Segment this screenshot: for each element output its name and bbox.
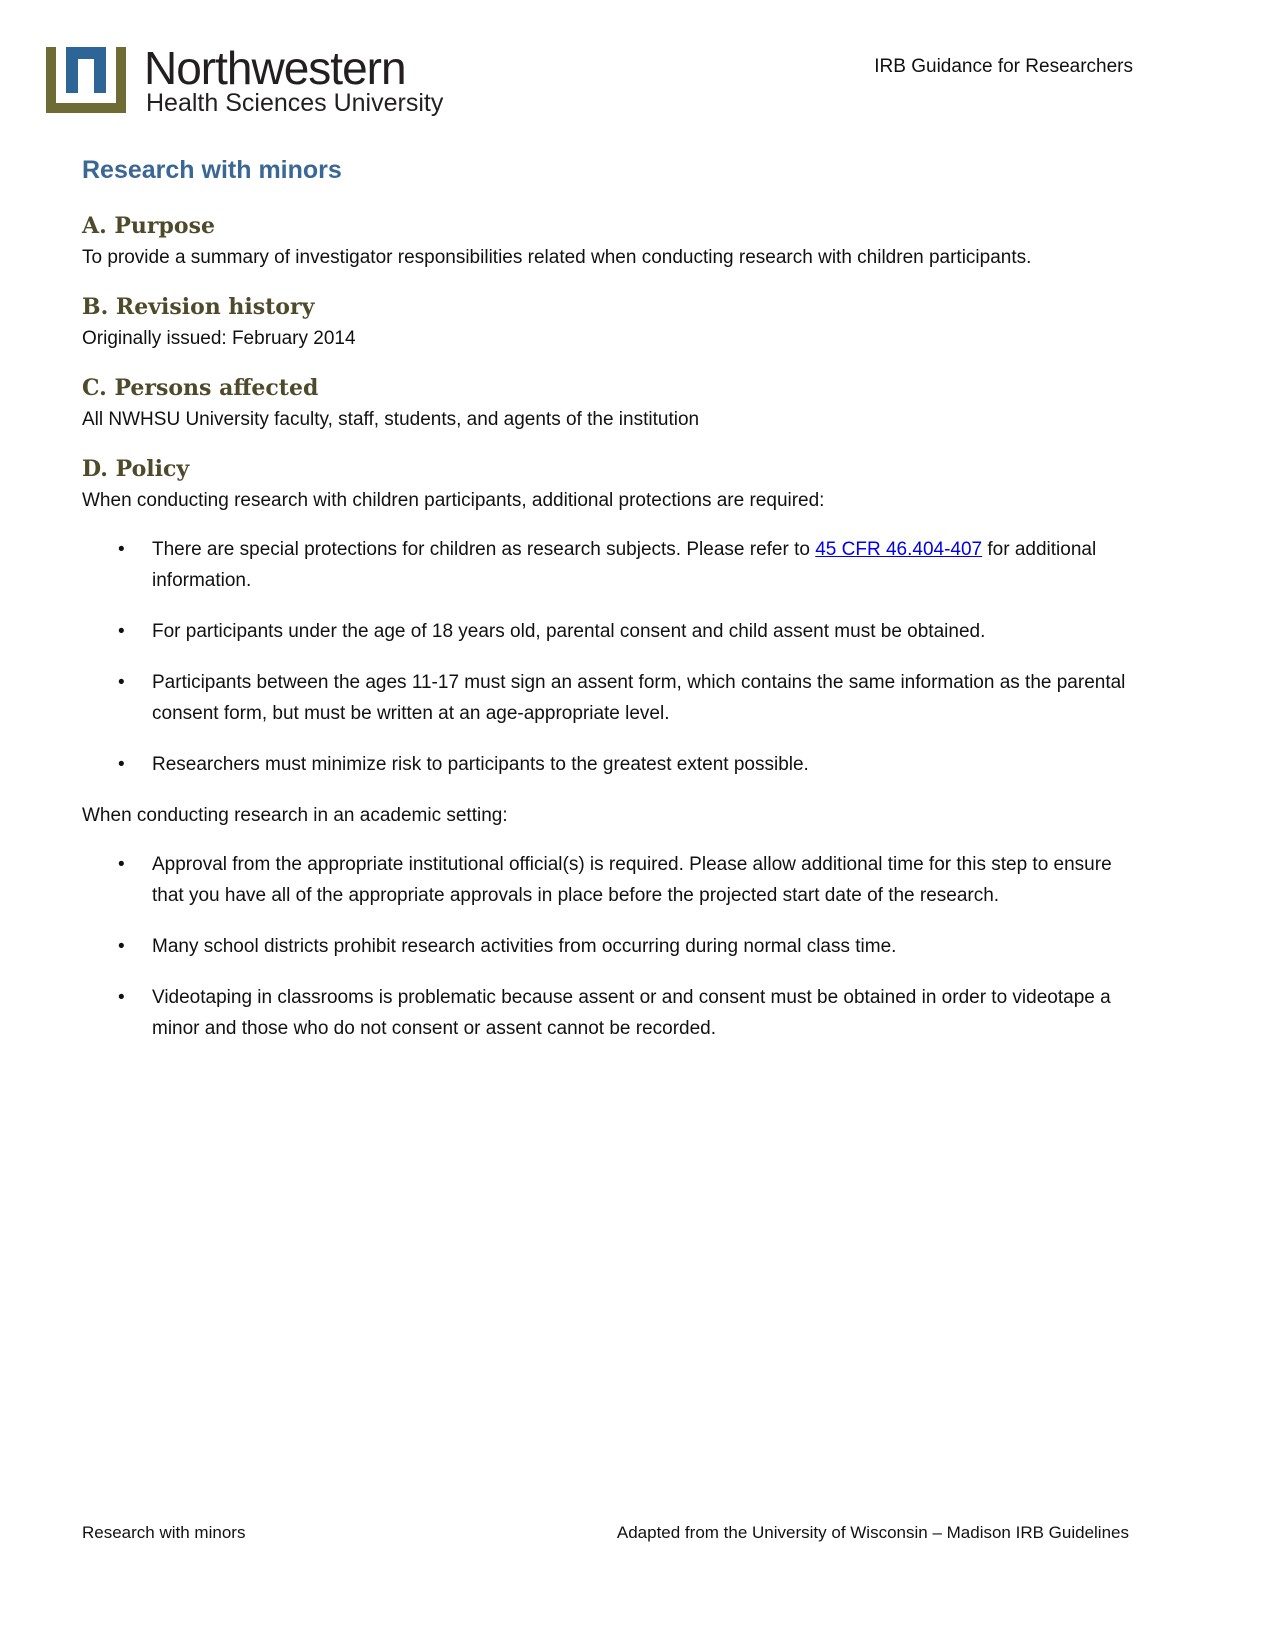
- section-revision-history: [82, 291, 1142, 354]
- footer-right: Adapted from the University of Wisconsin – Madison IRB Guidelines: [616, 1523, 1129, 1542]
- bullet-icon: •: [118, 754, 125, 775]
- list-text: for additional information.: [152, 539, 1097, 591]
- list-text: For participants under the age of 18 years old, parental consent and child assent must be obtained.: [152, 621, 986, 642]
- document-body: [82, 210, 1142, 1064]
- section-heading: D. Policy: [82, 456, 190, 482]
- list-item: [118, 849, 1142, 911]
- section-persons-affected: [82, 372, 1142, 435]
- bullet-icon: •: [118, 936, 125, 957]
- logo-subtitle: Health Sciences University: [146, 89, 444, 117]
- academic-intro: When conducting research in an academic setting:: [82, 805, 508, 826]
- section-heading: A. Purpose: [82, 213, 215, 239]
- bullet-icon: •: [118, 672, 125, 693]
- list-text: There are special protections for children as research subjects. Please refer to: [152, 539, 816, 560]
- cfr-link[interactable]: 45 CFR 46.404-407: [815, 539, 983, 560]
- list-item: [118, 931, 1142, 962]
- section-text: To provide a summary of investigator responsibilities related when conducting research with children participants.: [82, 247, 1032, 268]
- list-item: [118, 616, 1142, 647]
- academic-list: [82, 849, 1142, 1044]
- list-text: Videotaping in classrooms is problematic because assent or and consent must be obtained in order to videotape a minor and those who do not consent or assent cannot be recorded.: [152, 987, 1111, 1039]
- bullet-icon: •: [118, 621, 125, 642]
- list-text: Participants between the ages 11-17 must sign an assent form, which contains the same information as the parental consent form, but must be written at an age-appropriate level.: [152, 672, 1126, 724]
- list-text: Researchers must minimize risk to participants to the greatest extent possible.: [152, 754, 809, 775]
- section-text: All NWHSU University faculty, staff, students, and agents of the institution: [82, 409, 700, 430]
- list-item: [118, 982, 1142, 1044]
- section-text: When conducting research with children participants, additional protections are required:: [82, 490, 825, 511]
- section-heading: B. Revision history: [82, 294, 315, 320]
- list-item: [118, 667, 1142, 729]
- bullet-icon: •: [118, 987, 125, 1008]
- list-text: Approval from the appropriate institutional official(s) is required. Please allow additional time for this step to ensure that you have all of the appropriate approvals in place before the projected start date of the research.: [152, 854, 1112, 906]
- list-text: Many school districts prohibit research activities from occurring during normal class time.: [152, 936, 897, 957]
- section-heading: C. Persons affected: [82, 375, 319, 401]
- section-purpose: [82, 210, 1142, 273]
- bullet-icon: •: [118, 539, 125, 560]
- logo-name: Northwestern: [144, 42, 406, 94]
- bullet-icon: •: [118, 854, 125, 875]
- page-title: Research with minors: [82, 156, 342, 184]
- list-item: [118, 749, 1142, 780]
- logo-mark-icon: [46, 47, 126, 113]
- footer-left: Research with minors: [82, 1523, 246, 1542]
- section-policy: [82, 453, 1142, 1044]
- list-item: [118, 534, 1142, 596]
- section-text: Originally issued: February 2014: [82, 328, 356, 349]
- policy-list: [82, 534, 1142, 780]
- header-title: IRB Guidance for Researchers: [874, 56, 1133, 77]
